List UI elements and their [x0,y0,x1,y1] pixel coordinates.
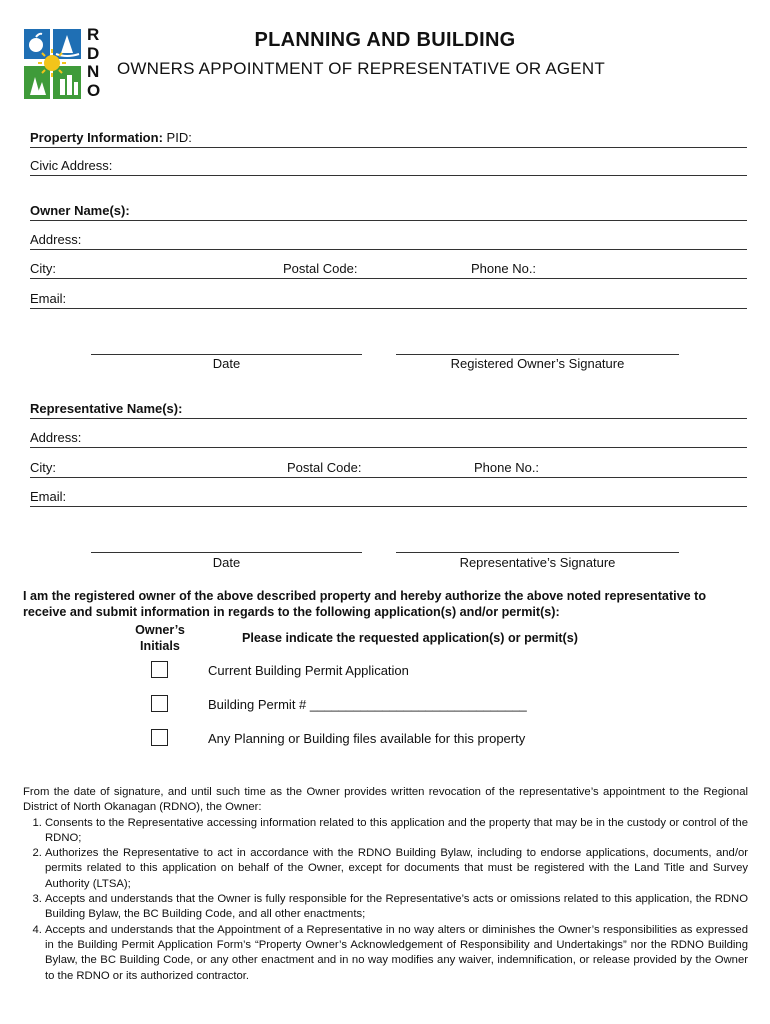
owner-email-label: Email: [30,291,67,306]
owner-name-label: Owner Name(s): [30,203,130,218]
civic-address-field[interactable] [30,155,747,176]
initials-box-building-permit[interactable] [151,695,168,712]
terms-item: 1. Consents to the Representative accessing information related to this application and the property that may be in the custody or control of the RDNO; [45,816,748,847]
terms-list [23,816,748,984]
representative-signature-line[interactable] [396,552,679,553]
terms-item: 4. Accepts and understands that the Appointment of a Representative in no way alters or diminishes the Owner’s responsibilities as expressed in the Building Permit Application Form’s “Property Owner’s Acknowledgement of Responsibility and Undertakings” nor the RDNO Building Bylaw, the BC Building Code, or any other enactment and in no way modifies any waiver, indemnification, or release provided by the Owner to the RDNO or its authorized contractor. [45,923,748,984]
representative-address-field[interactable] [30,427,747,448]
owner-city-row[interactable] [30,258,747,279]
owner-city-label: City: [30,261,56,276]
representative-signature-caption: Representative’s Signature [459,555,616,570]
representative-email-field[interactable] [30,486,747,507]
terms-section [23,785,748,984]
terms-item: 3. Accepts and understands that the Owner is fully responsible for the Representative’s acts or omissions related to this application, the RDNO Building Bylaw, the BC Building Code, and all other enactments; [45,892,748,923]
owner-date-line[interactable] [91,354,362,355]
owner-phone-label: Phone No.: [471,261,537,276]
authorization-statement: I am the registered owner of the above described property and hereby authorize the above noted representative to receive and submit information in regards to the following application(s) and/or permit(s): [23,589,707,619]
pid-label: PID: [166,130,192,145]
representative-date-caption: Date [212,555,241,570]
requests-column-header: Please indicate the requested application(s) or permit(s) [242,631,578,645]
logo-letter: D [87,43,100,63]
option-planning-files: Any Planning or Building files available for this property [208,731,526,746]
initials-column-header [118,622,202,654]
representative-date-line[interactable] [91,552,362,553]
initials-box-planning-files[interactable] [151,729,168,746]
terms-item: 2. Authorizes the Representative to act in accordance with the RDNO Building Bylaw, including to endorse applications, documents, and/or permits related to this application on behalf of the Owner, except for documents that must be registered with the Land Title and Survey Authority (LTSA); [45,846,748,892]
logo-letter: O [87,80,101,100]
owner-postal-label: Postal Code: [283,261,358,276]
terms-intro: From the date of signature, and until such time as the Owner provides written revocation of the representative’s appointment to the Regional District of North Okanagan (RDNO), the Owner: [23,786,748,814]
logo-letter: N [87,62,100,81]
initials-header-line: Initials [140,639,180,653]
page-title-text: PLANNING AND BUILDING [254,29,516,51]
owner-signature-caption: Registered Owner’s Signature [450,356,625,371]
property-pid-field[interactable] [30,127,747,148]
representative-name-label: Representative Name(s): [30,401,183,416]
page-title [0,29,770,52]
representative-city-label: City: [30,460,56,475]
representative-city-row[interactable] [30,457,747,478]
civic-address-label: Civic Address: [30,158,113,173]
representative-address-label: Address: [30,430,82,445]
representative-email-label: Email: [30,489,67,504]
option-building-permit-number: Building Permit # ______________________________ [208,697,527,712]
owner-address-field[interactable] [30,229,747,250]
owner-address-label: Address: [30,232,82,247]
logo-letter: R [87,25,100,44]
option-current-permit: Current Building Permit Application [208,663,409,678]
initials-box-current-permit[interactable] [151,661,168,678]
property-info-label: Property Information: [30,130,163,145]
initials-header-line: Owner’s [135,623,185,637]
representative-postal-label: Postal Code: [287,460,362,475]
owner-signature-line[interactable] [396,354,679,355]
owner-name-field[interactable] [30,200,747,221]
owner-email-field[interactable] [30,288,747,309]
owner-date-caption: Date [212,356,241,371]
representative-phone-label: Phone No.: [474,460,540,475]
representative-name-field[interactable] [30,398,747,419]
page-subtitle: OWNERS APPOINTMENT OF REPRESENTATIVE OR AGENT [117,59,605,78]
